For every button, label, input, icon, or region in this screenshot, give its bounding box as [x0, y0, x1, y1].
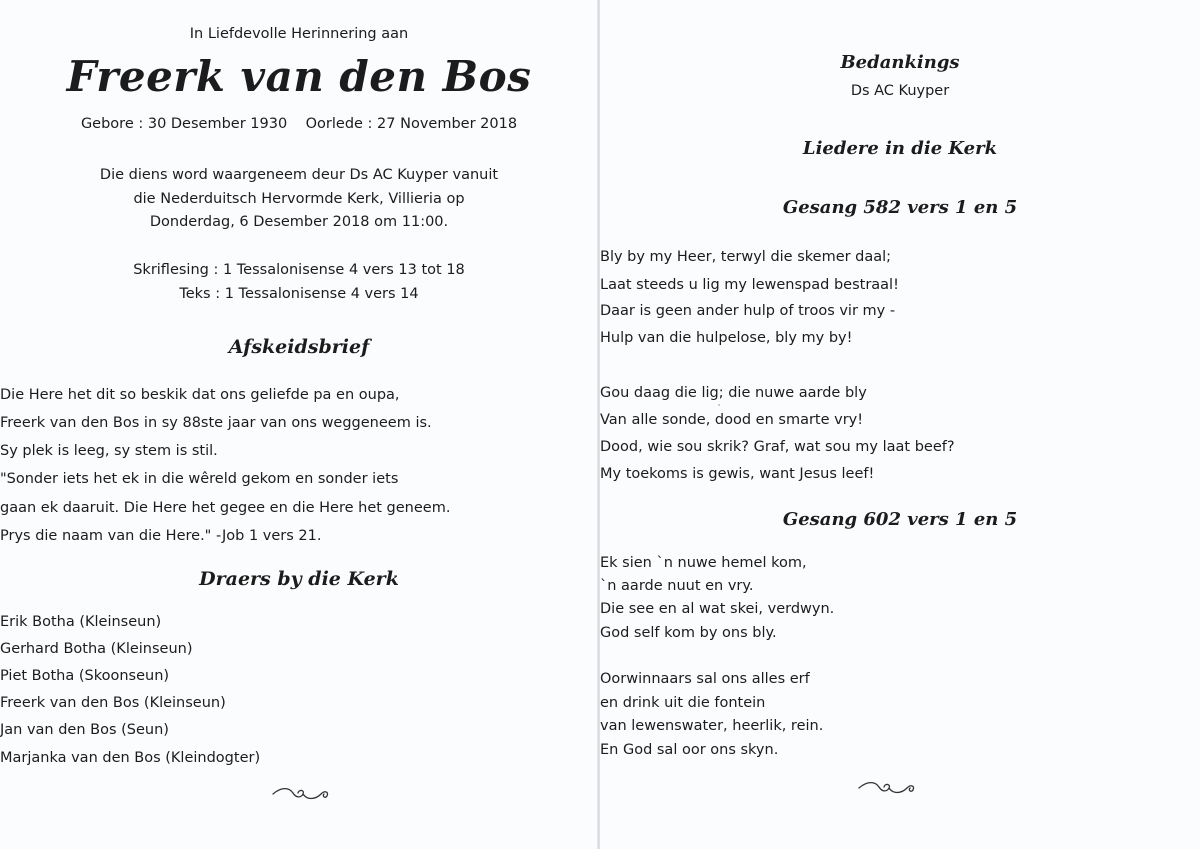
hymn-line: My toekoms is gewis, want Jesus leef!: [600, 466, 875, 482]
farewell-line: gaan ek daaruit. Die Here het gegee en die Here het geneem.: [0, 500, 451, 516]
hymn-line: Daar is geen ander hulp of troos vir my -: [600, 303, 896, 319]
hymn-line: Laat steeds u lig my lewenspad bestraal!: [600, 277, 899, 293]
farewell-line: Prys die naam van die Here." -Job 1 vers 21.: [0, 528, 322, 544]
deceased-name: Freerk van den Bos: [66, 52, 532, 101]
hymn-line: En God sal oor ons skyn.: [600, 742, 779, 758]
hymn-line: Bly by my Heer, terwyl die skemer daal;: [600, 249, 892, 265]
songs-heading: Liedere in die Kerk: [802, 138, 998, 159]
farewell-heading: Afskeidsbrief: [228, 336, 370, 358]
hymn-line: God self kom by ons bly.: [600, 625, 777, 641]
scroll-flourish-icon: [857, 779, 917, 797]
bearer-item: Jan van den Bos (Seun): [0, 722, 169, 738]
hymn-602-title: Gesang 602 vers 1 en 5: [782, 509, 1018, 530]
hymn-line: Die see en al wat skei, verdwyn.: [600, 601, 835, 617]
hymn-line: Van alle sonde, dood en smarte vry!: [600, 412, 864, 428]
life-dates: [0, 116, 598, 132]
service-line: die Nederduitsch Hervormde Kerk, Villieria op: [133, 191, 465, 207]
hymn-line: Ek sien `n nuwe hemel kom,: [600, 555, 807, 571]
farewell-line: Freerk van den Bos in sy 88ste jaar van ons weggeneem is.: [0, 415, 432, 431]
death-date: Oorlede : 27 November 2018: [305, 116, 518, 132]
bearer-item: Piet Botha (Skoonseun): [0, 668, 170, 684]
scroll-flourish-icon: [271, 785, 331, 803]
hymn-line: Gou daag die lig; die nuwe aarde bly: [600, 385, 867, 401]
paper-speck: [718, 404, 720, 406]
sermon-text: Teks : 1 Tessalonisense 4 vers 14: [179, 286, 419, 302]
birth-date: Gebore : 30 Desember 1930: [80, 116, 288, 132]
farewell-line: Die Here het dit so beskik dat ons geliefde pa en oupa,: [0, 387, 400, 403]
hymn-line: van lewenswater, heerlik, rein.: [600, 718, 824, 734]
hymn-line: Hulp van die hulpelose, bly my by!: [600, 330, 853, 346]
thanks-heading: Bedankings: [840, 52, 960, 73]
right-page: [600, 0, 1200, 849]
service-line: Donderdag, 6 Desember 2018 om 11:00.: [149, 214, 449, 230]
bearer-item: Freerk van den Bos (Kleinseun): [0, 695, 226, 711]
thanks-name: Ds AC Kuyper: [850, 83, 950, 99]
scripture-reading: Skriflesing : 1 Tessalonisense 4 vers 13 tot 18: [133, 262, 465, 278]
bearer-item: Gerhard Botha (Kleinseun): [0, 641, 193, 657]
memorial-intro: In Liefdevolle Herinnering aan: [189, 26, 409, 42]
bearers-heading: Draers by die Kerk: [199, 568, 399, 590]
bearer-item: Marjanka van den Bos (Kleindogter): [0, 750, 261, 766]
service-line: Die diens word waargeneem deur Ds AC Kuyper vanuit: [99, 167, 499, 183]
bearer-item: Erik Botha (Kleinseun): [0, 614, 162, 630]
farewell-line: Sy plek is leeg, sy stem is stil.: [0, 443, 218, 459]
hymn-line: en drink uit die fontein: [600, 695, 766, 711]
hymn-line: Dood, wie sou skrik? Graf, wat sou my laat beef?: [600, 439, 955, 455]
hymn-line: Oorwinnaars sal ons alles erf: [600, 671, 810, 687]
hymn-line: `n aarde nuut en vry.: [600, 578, 754, 594]
hymn-582-title: Gesang 582 vers 1 en 5: [782, 197, 1018, 218]
left-page: [0, 0, 598, 849]
farewell-line: "Sonder iets het ek in die wêreld gekom en sonder iets: [0, 471, 399, 487]
